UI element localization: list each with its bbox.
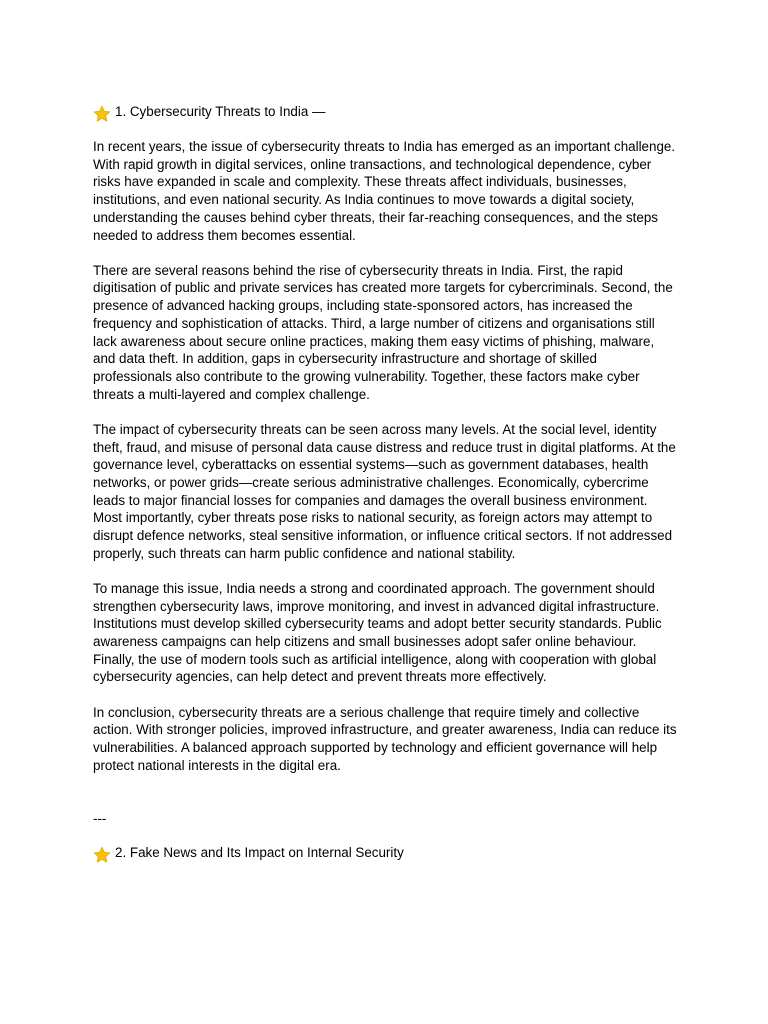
paragraph: To manage this issue, India needs a strong and coordinated approach. The government should strengthen cybersecurity laws, improve monitoring, and invest in advanced digital infrastructure. Institutions must develop skilled cybersecurity teams and adopt better security standards. Public awareness campaigns can help citizens and small businesses adopt safer online behaviour. Finally, the use of modern tools such as artificial intelligence, along with cooperation with global cybersecurity agencies, can help detect and prevent threats more effectively.	[93, 580, 662, 685]
paragraph: There are several reasons behind the rise of cybersecurity threats in India. First, the rapid digitisation of public and private services has created more targets for cybercriminals. Second, the presence of advanced hacking groups, including state-sponsored actors, has increased the frequency and sophistication of attacks. Third, a large number of citizens and organisations still lack awareness about secure online practices, making them easy victims of phishing, malware, and data theft. In addition, gaps in cybersecurity infrastructure and shortage of skilled professionals also contribute to the growing vulnerability. Together, these factors make cyber threats a multi-layered and complex challenge.	[93, 262, 673, 402]
document-page	[93, 103, 678, 862]
paragraph: In recent years, the issue of cybersecurity threats to India has emerged as an important challenge. With rapid growth in digital services, online transactions, and technological dependence, cyber risks have expanded in scale and complexity. These threats affect individuals, businesses, institutions, and even national security. As India continues to move towards a digital society, understanding the causes behind cyber threats, their far-reaching consequences, and the steps needed to address them becomes essential.	[93, 139, 676, 243]
section-1-heading	[93, 103, 678, 121]
section-2-title: 2. Fake News and Its Impact on Internal Security	[115, 845, 404, 861]
section-2-heading	[93, 844, 678, 862]
paragraph: In conclusion, cybersecurity threats are a serious challenge that require timely and collective action. With stronger policies, improved infrastructure, and greater awareness, India can reduce its vulnerabilities. A balanced approach supported by technology and efficient governance will help protect national interests in the digital era.	[93, 704, 677, 773]
star-icon	[93, 846, 111, 864]
paragraph: The impact of cybersecurity threats can be seen across many levels. At the social level, identity theft, fraud, and misuse of personal data cause distress and reduce trust in digital platforms. At the governance level, cyberattacks on essential systems—such as government databases, health networks, or power grids—create serious administrative challenges. Economically, cybercrime leads to major financial losses for companies and damages the overall business environment. Most importantly, cyber threats pose risks to national security, as foreign actors may attempt to disrupt defence networks, steal sensitive information, or influence critical sectors. If not addressed properly, such threats can harm public confidence and national stability.	[93, 421, 676, 561]
section-divider: ---	[93, 810, 107, 826]
section-1-title: 1. Cybersecurity Threats to India —	[115, 104, 326, 120]
star-icon	[93, 105, 111, 123]
